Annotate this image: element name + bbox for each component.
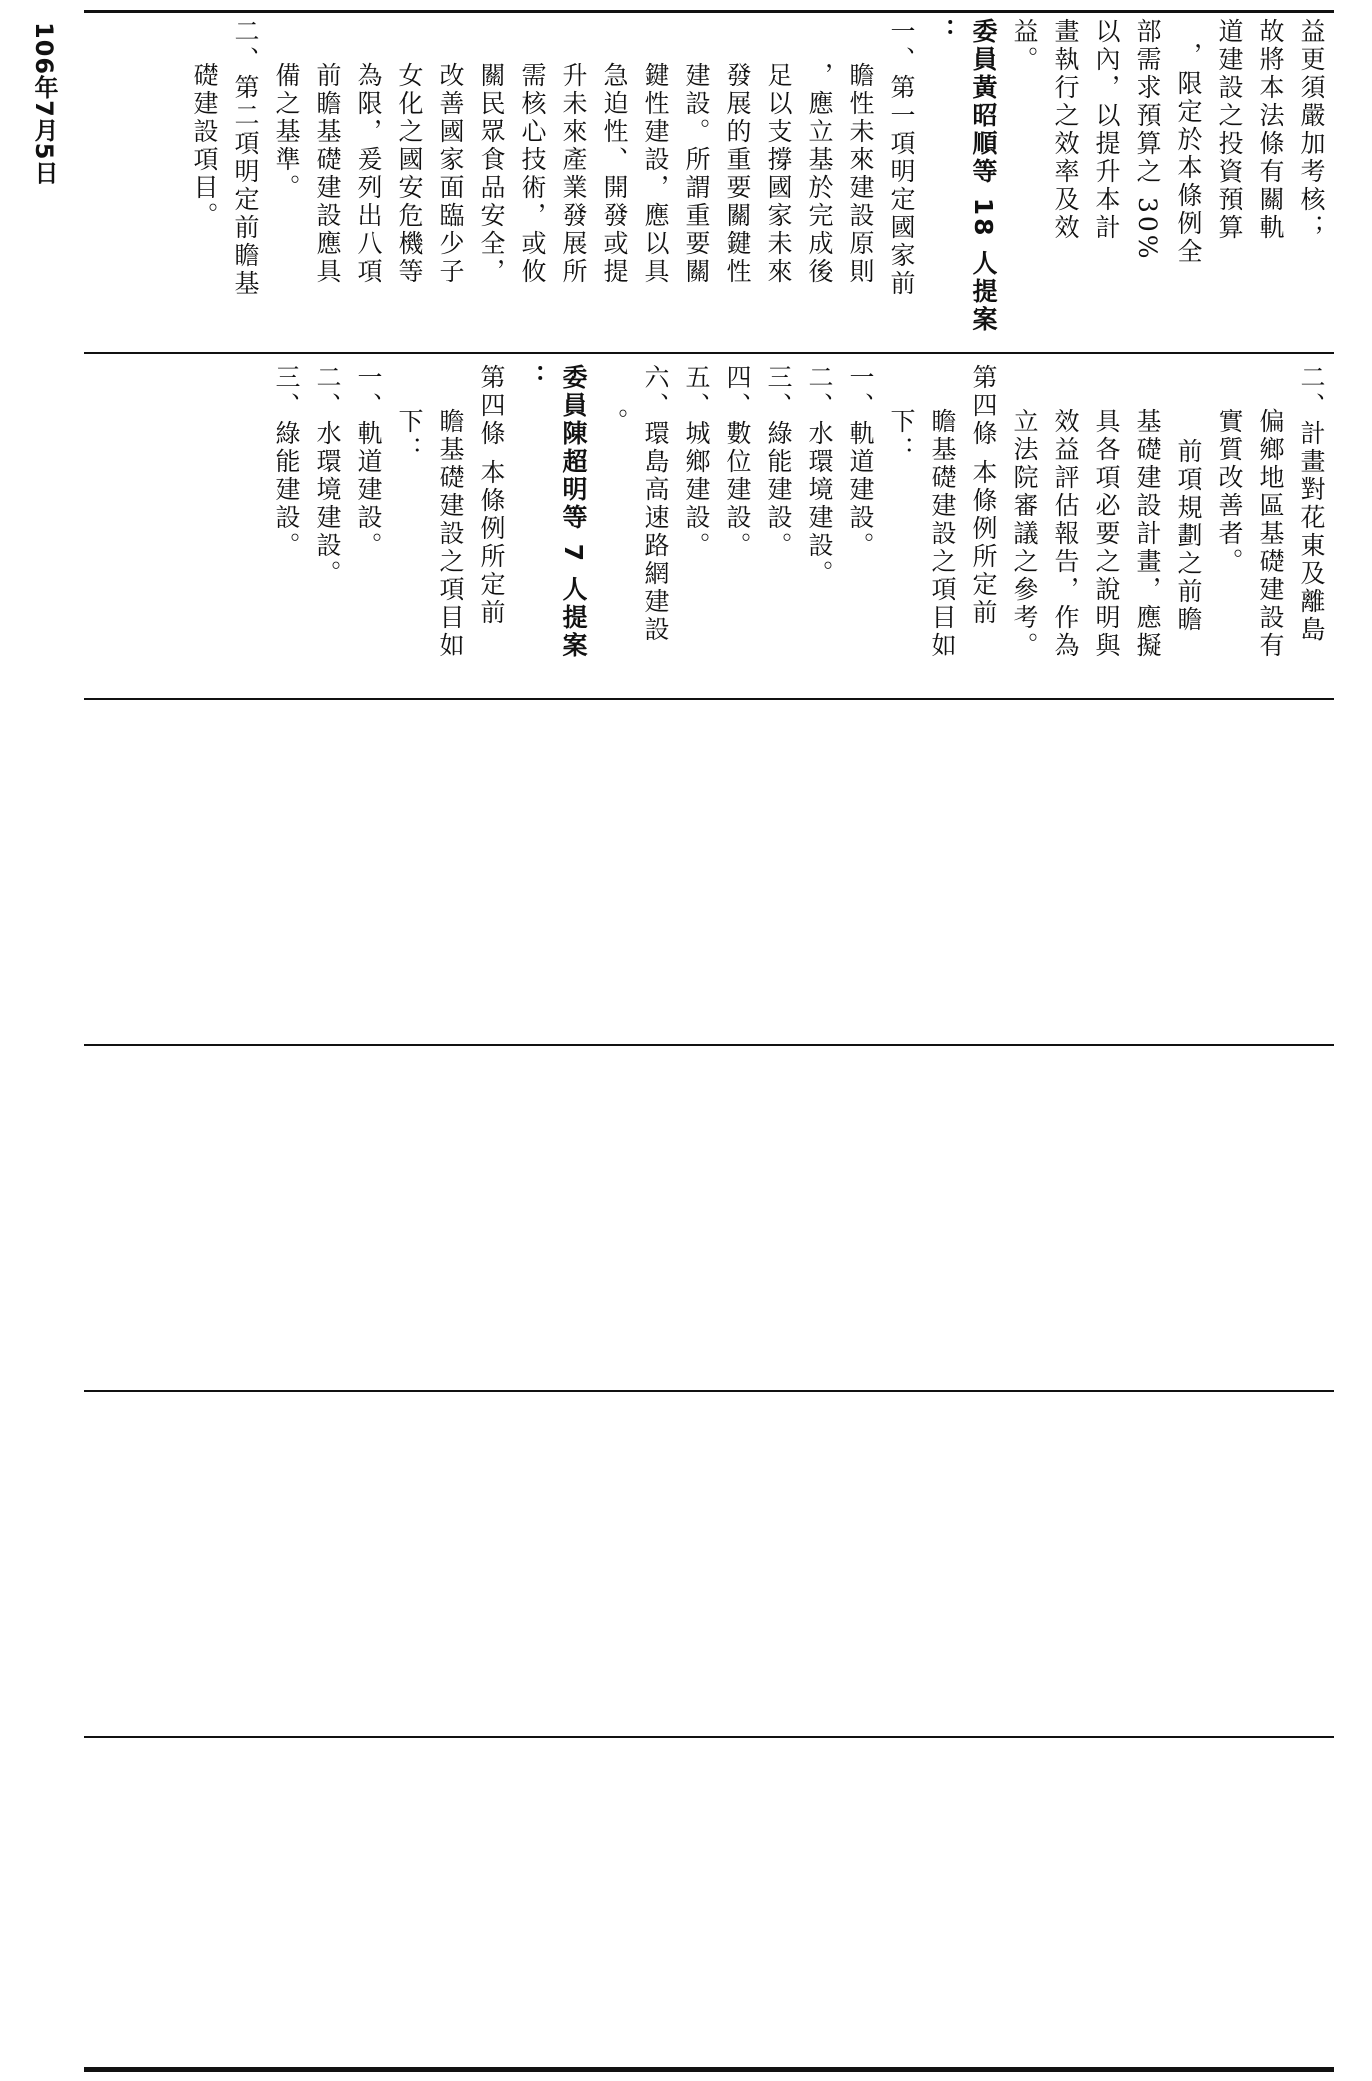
bottom-rule — [84, 2067, 1334, 2072]
text-line: 偏鄉地區基礎建設有 — [1256, 408, 1285, 660]
text-line: 二、計畫對花東及離島 — [1297, 364, 1326, 644]
text-line: ，應立基於完成後 — [805, 62, 834, 286]
separator-rule-5 — [84, 1736, 1334, 1738]
text-line: 備之基準。 — [272, 62, 301, 202]
text-line: ： — [518, 364, 547, 392]
text-line: 關民眾食品安全， — [477, 62, 506, 286]
text-line: 效益評估報告，作為 — [1051, 408, 1080, 660]
text-line: 瞻基礎建設之項目如 — [928, 408, 957, 660]
text-line: 升未來產業發展所 — [559, 62, 588, 286]
text-line: 畫執行之效率及效 — [1051, 18, 1080, 242]
text-line: 道建設之投資預算 — [1215, 18, 1244, 242]
text-line: 瞻性未來建設原則 — [846, 62, 875, 286]
text-line: 二、水環境建設。 — [805, 364, 834, 588]
text-line: 三、綠能建設。 — [272, 364, 301, 560]
text-line: 二、水環境建設。 — [313, 364, 342, 588]
text-line: 第四條 本條例所定前 — [477, 364, 506, 627]
text-line: 鍵性建設，應以具 — [641, 62, 670, 286]
text-line: 足以支撐國家未來 — [764, 62, 793, 286]
text-line: 委員陳超明等 7 人提案 — [559, 364, 588, 660]
text-line: 立法院審議之參考。 — [1010, 408, 1039, 660]
text-line: 前瞻基礎建設應具 — [313, 62, 342, 286]
text-line: 益更須嚴加考核； — [1297, 18, 1326, 242]
text-line: 以內，以提升本計 — [1092, 18, 1121, 242]
text-line: 基礎建設計畫，應擬 — [1133, 408, 1162, 660]
text-line: 具各項必要之說明與 — [1092, 408, 1121, 660]
text-line: 實質改善者。 — [1215, 408, 1244, 576]
text-line: 一、軌道建設。 — [846, 364, 875, 560]
text-line: 故將本法條有關軌 — [1256, 18, 1285, 242]
text-line: 五、城鄉建設。 — [682, 364, 711, 560]
text-line: 一、軌道建設。 — [354, 364, 383, 560]
text-line: 一、第一項明定國家前 — [887, 18, 916, 298]
text-line: 下： — [887, 408, 916, 464]
top-rule — [84, 10, 1334, 13]
text-line: 為限，爰列出八項 — [354, 62, 383, 286]
text-line: 前項規劃之前瞻 — [1174, 438, 1203, 634]
text-line: ，限定於本條例全 — [1174, 42, 1203, 266]
separator-rule-3 — [84, 1044, 1334, 1046]
text-line: 四、數位建設。 — [723, 364, 752, 560]
text-line: 益。 — [1010, 18, 1039, 74]
text-line: 發展的重要關鍵性 — [723, 62, 752, 286]
text-line: 部需求預算之 30% — [1133, 18, 1162, 262]
text-line: 委員黃昭順等 18 人提案 — [969, 18, 998, 335]
text-line: 六、環島高速路網建設 — [641, 364, 670, 644]
separator-rule-4 — [84, 1390, 1334, 1392]
page-date-header: 106年7月5日 — [30, 22, 58, 186]
text-line: 女化之國安危機等 — [395, 62, 424, 286]
text-line: 建設。所謂重要關 — [682, 62, 711, 286]
text-line: 礎建設項目。 — [190, 62, 219, 230]
text-line: 需核心技術，或攸 — [518, 62, 547, 286]
text-line: 下： — [395, 408, 424, 464]
text-line: 三、綠能建設。 — [764, 364, 793, 560]
text-line: 瞻基礎建設之項目如 — [436, 408, 465, 660]
text-line: ： — [928, 18, 957, 46]
text-line: 第四條 本條例所定前 — [969, 364, 998, 627]
separator-rule-1 — [84, 352, 1334, 354]
text-line: 急迫性、開發或提 — [600, 62, 629, 286]
text-band-1 — [92, 18, 1332, 342]
text-band-2 — [92, 364, 1332, 688]
text-line: 改善國家面臨少子 — [436, 62, 465, 286]
text-line: 。 — [600, 408, 629, 436]
text-line: 二、第二項明定前瞻基 — [231, 18, 260, 298]
separator-rule-2 — [84, 698, 1334, 700]
